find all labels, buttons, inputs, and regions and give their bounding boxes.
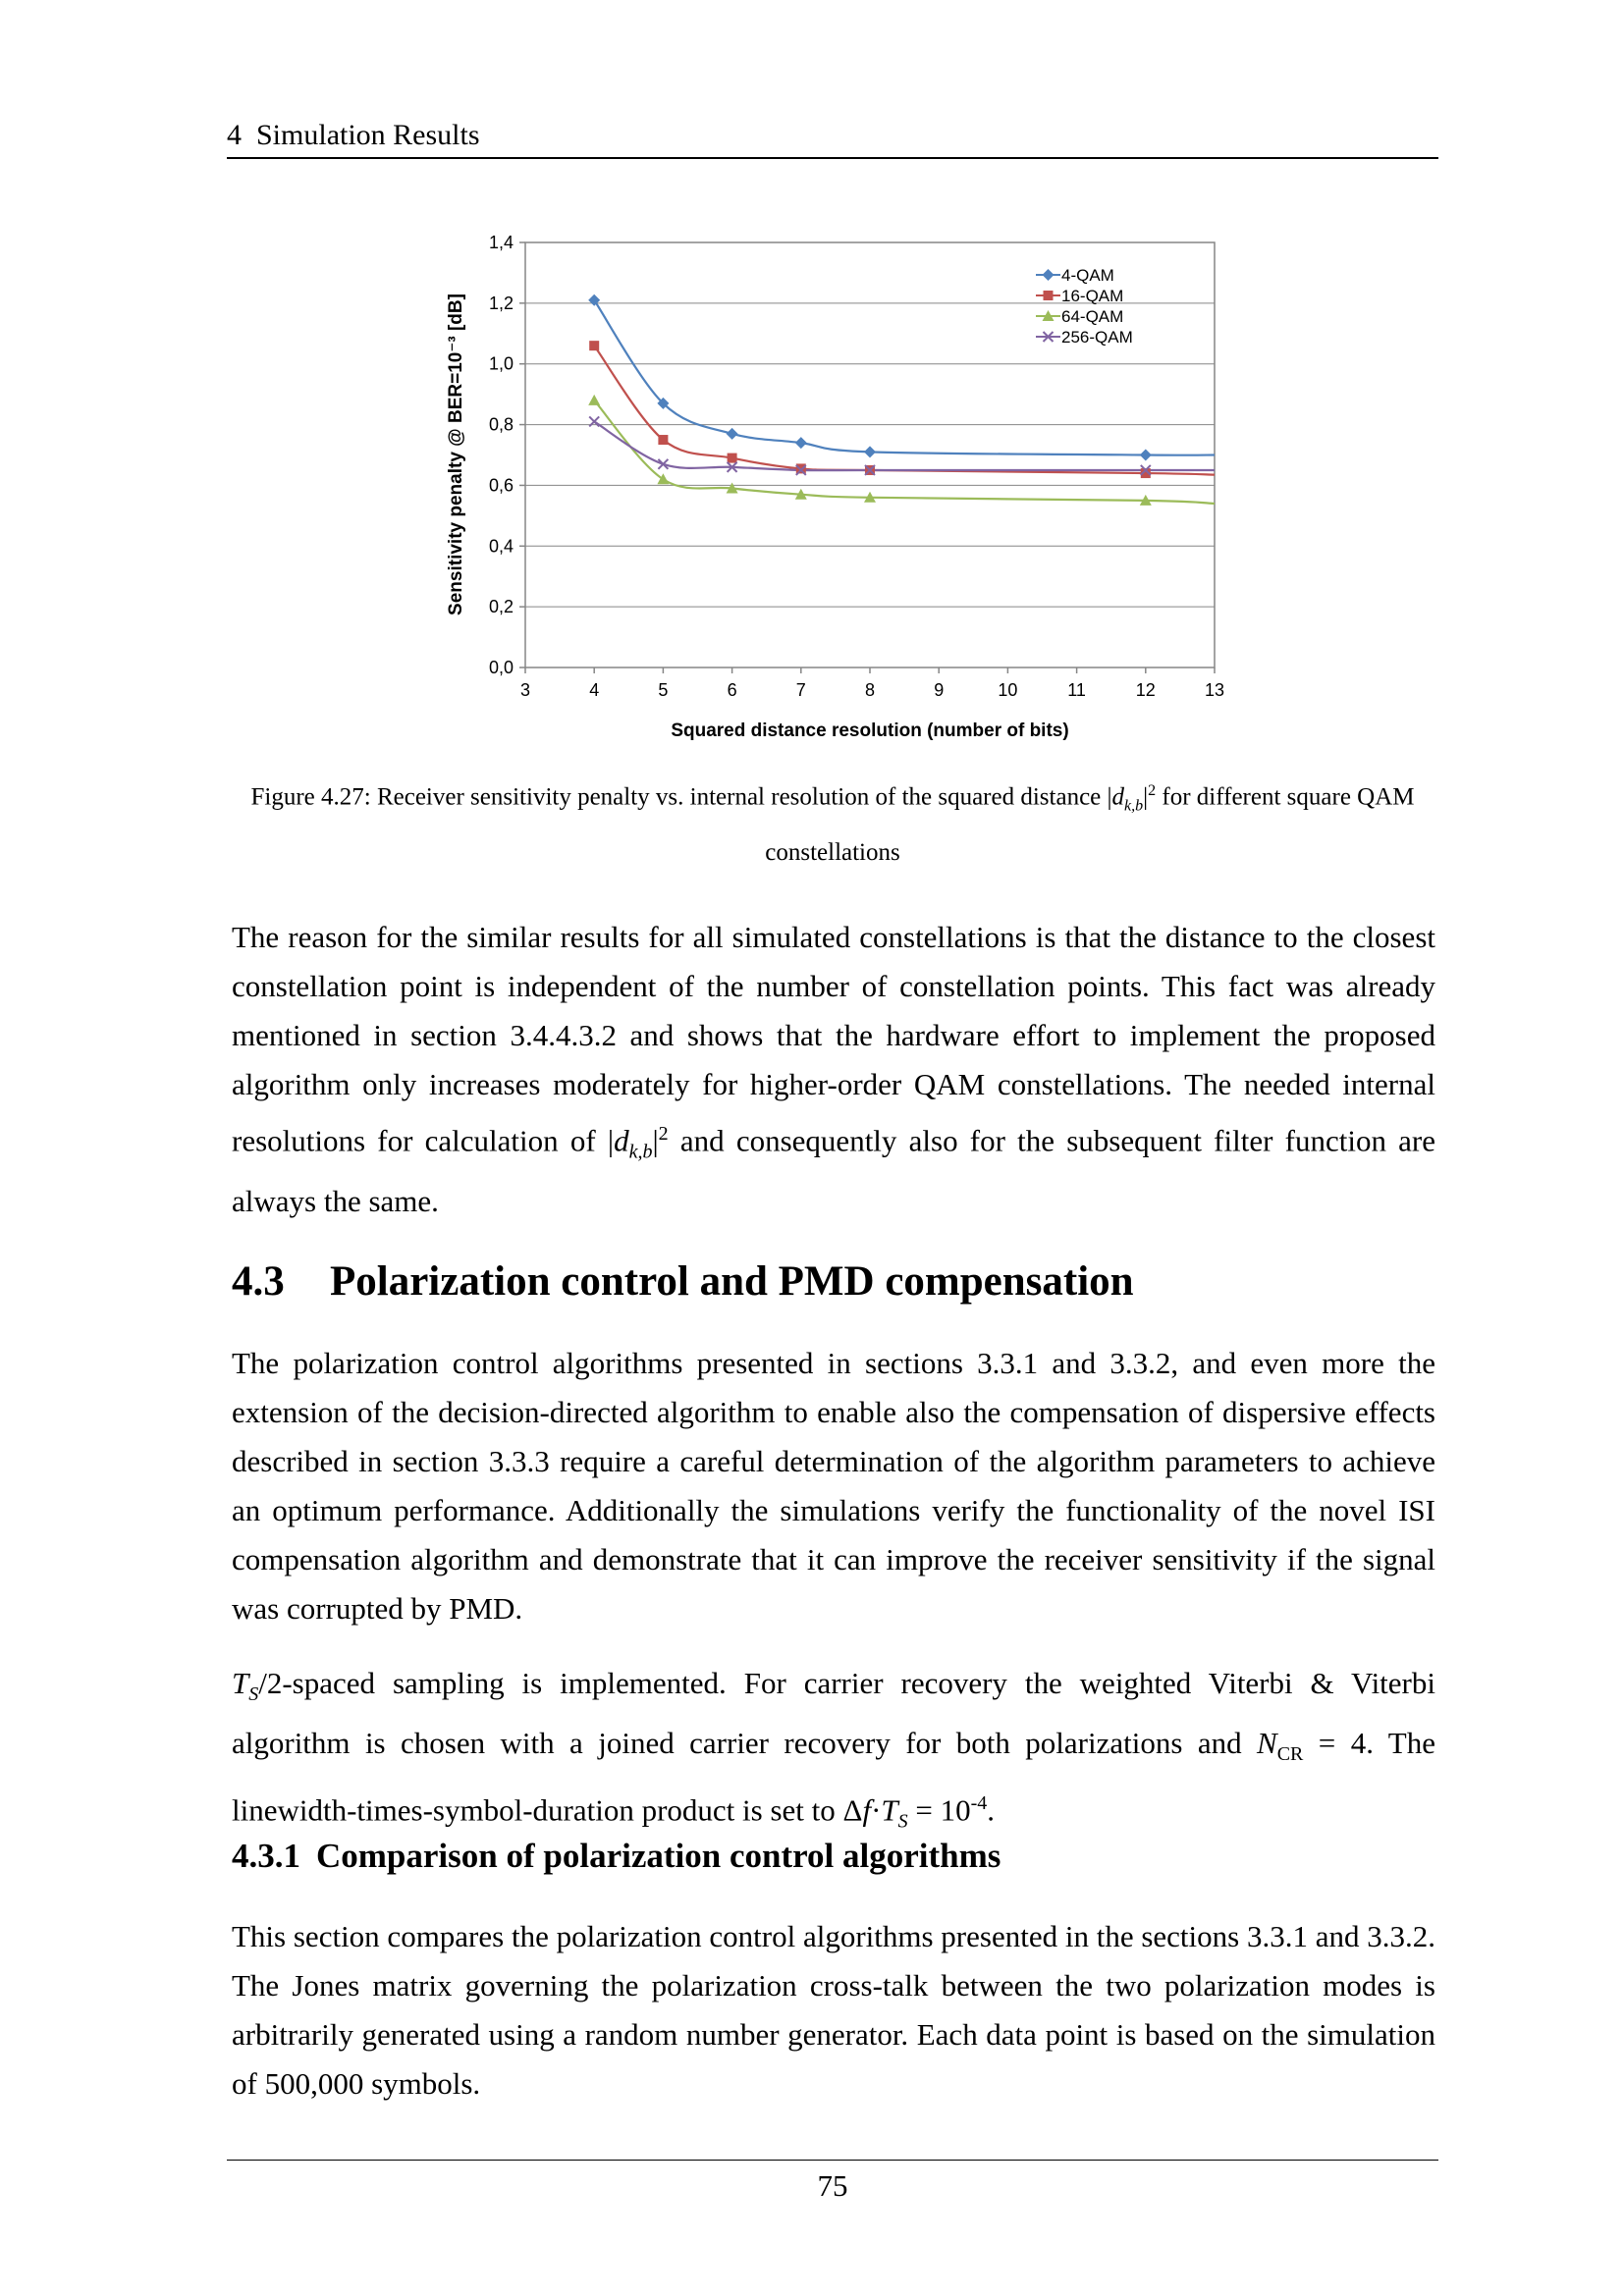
caption-var: d: [1111, 783, 1125, 811]
para3-text-1: /2-spaced sampling is implemented. For carrier recovery the weighted Viterbi & Viterbi algorithm is chosen with a joined carrier recovery for both polarizations and: [232, 1666, 1435, 1761]
section-heading: [232, 1255, 1134, 1309]
caption-text-before: Receiver sensitivity penalty vs. internal resolution of the squared distance |: [370, 783, 1112, 811]
header-chapter-title: Simulation Results: [256, 119, 480, 151]
x-tick-label: 3: [519, 680, 531, 700]
section-number: 4.3: [232, 1258, 285, 1305]
para1-var: d: [614, 1123, 629, 1158]
paragraph-sampling: [232, 1659, 1435, 1846]
data-point-16-qam: [796, 463, 806, 473]
caption-text-mid: |: [1143, 783, 1149, 811]
sensitivity-penalty-chart: [432, 226, 1237, 756]
legend-label: 256-QAM: [1061, 328, 1133, 347]
x-tick-label: 6: [727, 680, 737, 700]
para3-exp: -4: [970, 1792, 988, 1815]
para3-ncr: N: [1257, 1726, 1277, 1761]
x-tick-label: 8: [864, 680, 876, 700]
para3-ts-sub: S: [248, 1683, 259, 1706]
para1-sup: 2: [658, 1123, 669, 1145]
x-tick-label: 12: [1135, 680, 1156, 700]
para1-text-3: and consequently also for the subsequent filter function are always the same.: [232, 1123, 1435, 1218]
legend-label: 4-QAM: [1061, 266, 1114, 285]
x-tick-label: 10: [998, 680, 1018, 700]
x-tick-label: 9: [934, 680, 945, 700]
para3-ts2-sub: S: [897, 1810, 908, 1833]
data-point-16-qam: [728, 454, 737, 463]
para3-dot: ·: [871, 1792, 882, 1828]
x-tick-label: 13: [1204, 680, 1225, 700]
paragraph-comparison: This section compares the polarization control algorithms presented in the sections 3.3.1 and 3.3.2. The Jones matrix governing the polarization cross-talk between the two polarization modes is arbitrarily generated using a random number generator. Each data point is based on the simulation of 500,000 symbols.: [232, 1919, 1435, 2101]
para1-var-sub: k,b: [628, 1141, 653, 1163]
legend-marker: [1044, 291, 1054, 300]
y-tick-label: 0,0: [488, 658, 514, 677]
y-tick-label: 1,4: [488, 233, 514, 252]
x-tick-label: 11: [1067, 680, 1086, 700]
para3-f: f: [862, 1792, 872, 1828]
para3-text-4: .: [987, 1792, 996, 1828]
y-tick-label: 0,4: [488, 536, 514, 557]
subsection-title: Comparison of polarization control algorithms: [316, 1837, 1001, 1875]
para3-text-2: = 4. The linewidth-times-symbol-duration product is set to Δ: [232, 1726, 1435, 1828]
running-header: [227, 116, 1438, 159]
x-tick-label: 4: [589, 680, 600, 700]
paragraph-constellation-results: [232, 913, 1435, 1226]
para1-text-1: The reason for the similar results for all simulated constellations is that the distance to the closest constellation point is independent of the number of constellation points. This fact was already mentioned in section 3.4.4.3.2 and shows that the hardware effort to implement the proposed algorithm only increases moderately for higher-order QAM constellations. The needed internal resolutions for calculation of |: [232, 920, 1435, 1158]
caption-text-after: for different square QAM constellations: [765, 783, 1415, 867]
page-number: 75: [817, 2168, 848, 2203]
header-chapter-number: 4: [227, 119, 242, 151]
y-tick-label: 0,2: [488, 597, 514, 617]
y-tick-label: 0,8: [488, 414, 514, 435]
x-axis-ticks: [520, 667, 1224, 700]
x-tick-label: 7: [795, 680, 806, 700]
data-point-16-qam: [589, 341, 599, 350]
caption-label: Figure 4.27:: [250, 783, 371, 811]
x-tick-label: 5: [658, 680, 669, 700]
figure-caption: [227, 768, 1438, 877]
y-axis-label: Sensitivity penalty @ BER=10⁻³ [dB]: [446, 294, 466, 615]
paragraph-polarization-intro: The polarization control algorithms presented in sections 3.3.1 and 3.3.2, and even more the extension of the decision-directed algorithm to enable also the compensation of dispersive effects described in section 3.3.3 require a careful determination of the algorithm parameters to achieve an optimum performance. Additionally the simulations verify the functionality of the novel ISI compensation algorithm and demonstrate that it can improve the receiver sensitivity if the signal was corrupted by PMD.: [232, 1346, 1435, 1626]
data-point-16-qam: [658, 435, 668, 445]
footer-rule: [227, 2160, 1438, 2161]
y-axis-ticks: [489, 233, 525, 677]
para3-ts2: T: [881, 1792, 898, 1828]
para3-ncr-sub: CR: [1276, 1743, 1304, 1766]
subsection-heading: [232, 1834, 1001, 1879]
y-tick-label: 0,6: [488, 475, 514, 496]
legend-label: 64-QAM: [1061, 307, 1124, 326]
section-title: Polarization control and PMD compensation: [330, 1258, 1134, 1305]
para1-text-2: |: [652, 1123, 659, 1158]
para3-ts: T: [232, 1666, 249, 1700]
y-tick-label: 1,2: [488, 293, 514, 313]
para3-text-3: = 10: [907, 1792, 971, 1828]
caption-var-sub: k,b: [1124, 797, 1144, 815]
legend-label: 16-QAM: [1061, 287, 1124, 305]
y-tick-label: 1,0: [488, 353, 514, 374]
caption-sup: 2: [1148, 782, 1157, 799]
x-axis-label: Squared distance resolution (number of bits): [671, 721, 1069, 741]
subsection-number: 4.3.1: [232, 1837, 300, 1875]
